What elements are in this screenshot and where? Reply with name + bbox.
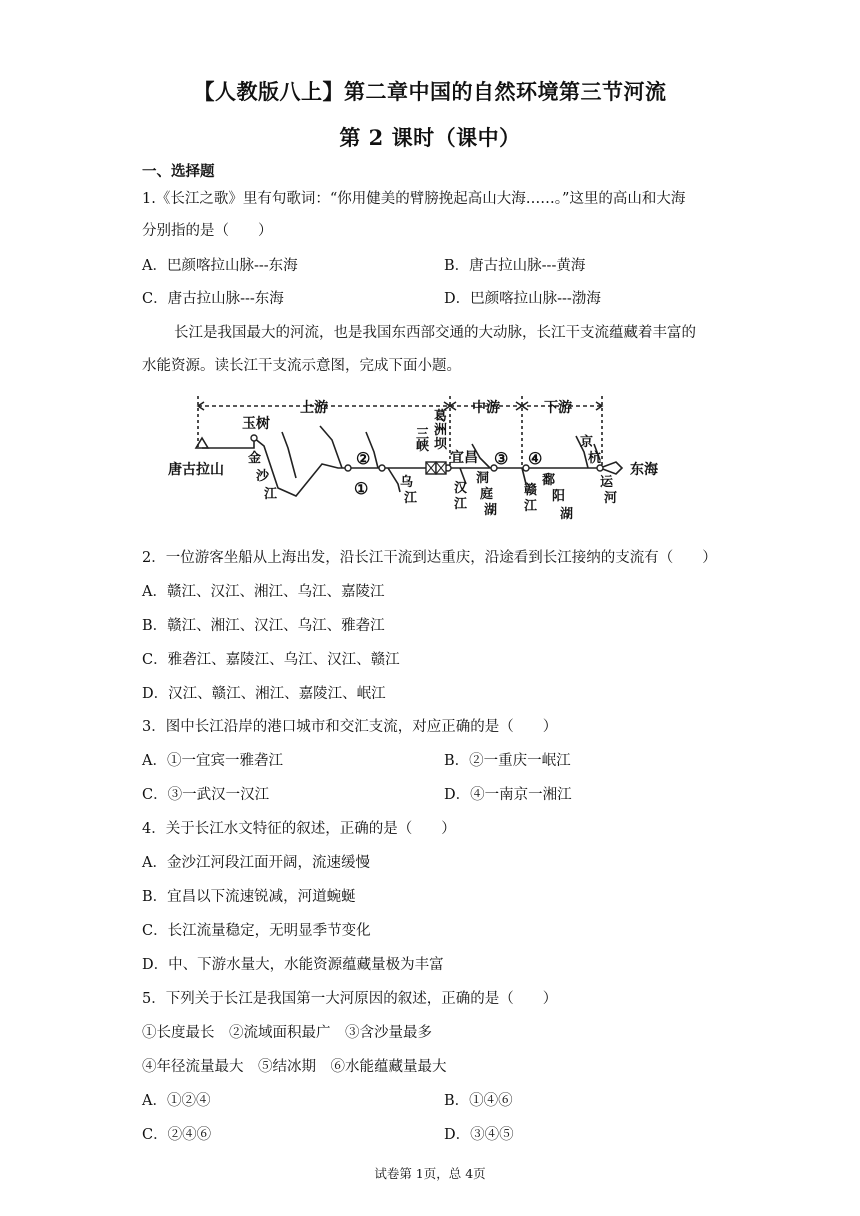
page-footer: 试卷第 1页，总 4页 [374,1166,486,1181]
label-tanggula: 唐古拉山 [168,462,224,478]
q4-stem: 4．关于长江水文特征的叙述，正确的是（ ） [142,821,456,837]
document-title: 【人教版八上】第二章中国的自然环境第三节河流 [193,79,667,104]
q1-stem-line1: 1.《长江之歌》里有句歌词：“你用健美的臂膀挽起高山大海……。”这里的高山和大海 [142,191,686,207]
q4-option-a: A．金沙江河段江面开阔，流速缓慢 [142,855,370,871]
label-gezhouba-1: 葛 [434,409,448,424]
label-jinghang-4: 河 [604,491,618,506]
q5-statements-line1: ①长度最长 ②流域面积最广 ③含沙量最多 [142,1025,432,1041]
q5-option-d: D．③④⑤ [444,1127,514,1143]
label-sanxia-1: 三 [416,427,430,442]
document-subtitle: 第 2 课时（课中） [339,125,521,150]
label-wujiang-1: 乌 [400,475,414,490]
q4-option-b: B．宜昌以下流速锐减，河道蜿蜒 [142,889,356,905]
q2-option-a: A．赣江、汉江、湘江、乌江、嘉陵江 [142,584,385,600]
q3-stem: 3．图中长江沿岸的港口城市和交汇支流，对应正确的是（ ） [142,719,558,735]
passage-line1: 长江是我国最大的河流，也是我国东西部交通的大动脉，长江干支流蕴藏着丰富的 [174,325,696,341]
label-jinsha-2: 沙 [256,469,270,484]
q3-option-b: B．②一重庆一岷江 [444,753,571,769]
q2-option-b: B．赣江、湘江、汉江、乌江、雅砻江 [142,618,385,634]
label-jinghang-1: 京 [580,435,594,450]
label-poyang-2: 阳 [552,489,566,504]
label-dongting-2: 庭 [480,487,494,502]
label-dongting-1: 洞 [476,471,490,486]
label-donghai: 东海 [630,462,658,478]
section-heading: 一、选择题 [142,163,215,180]
q3-option-a: A．①一宜宾一雅砻江 [142,753,283,769]
q4-option-c: C．长江流量稳定，无明显季节变化 [142,923,371,939]
q5-option-a: A．①②④ [142,1093,211,1109]
q1-option-b: B．唐古拉山脉---黄海 [444,258,586,274]
q1-option-c: C．唐古拉山脉---东海 [142,291,284,307]
marker-1: ① [354,479,369,498]
q5-option-c: C．②④⑥ [142,1127,212,1143]
q5-option-b: B．①④⑥ [444,1093,513,1109]
label-poyang-1: 鄱 [542,473,556,488]
label-lower-reach: 下游 [544,400,572,416]
label-jinghang-3: 运 [600,475,614,490]
q1-stem-line2: 分别指的是（ ） [142,223,273,239]
q5-stem: 5．下列关于长江是我国第一大河原因的叙述，正确的是（ ） [142,991,558,1007]
q3-option-c: C．③一武汉一汉江 [142,787,270,803]
q1-option-d: D．巴颜喀拉山脉---渤海 [444,291,601,307]
q2-stem: 2．一位游客坐船从上海出发，沿长江干流到达重庆，沿途看到长江接纳的支流有（ ） [142,550,717,566]
label-ganjiang-1: 赣 [524,483,538,498]
marker-2: ② [356,449,371,468]
label-gezhouba-3: 坝 [434,437,448,452]
label-gezhouba-2: 洲 [434,423,448,438]
label-hanjiang-2: 江 [454,497,468,512]
label-ganjiang-2: 江 [524,499,538,514]
label-jinsha-1: 金 [248,451,262,466]
q4-option-d: D．中、下游水量大，水能资源蕴藏量极为丰富 [142,957,444,973]
label-upper-reach: 上游 [300,400,328,416]
passage-line2: 水能资源。读长江干支流示意图，完成下面小题。 [142,358,461,374]
label-jinsha-3: 江 [264,487,278,502]
label-dongting-3: 湖 [484,503,498,518]
q1-option-a: A．巴颜喀拉山脉---东海 [142,258,298,274]
label-hanjiang-1: 汉 [454,481,468,496]
label-yushu: 玉树 [242,416,270,432]
marker-4: ④ [528,449,543,468]
q5-statements-line2: ④年径流量最大 ⑤结冰期 ⑥水能蕴藏量最大 [142,1059,447,1075]
label-sanxia-2: 峡 [416,439,430,454]
label-jinghang-2: 杭 [588,451,602,466]
q3-option-d: D．④一南京一湘江 [444,787,572,803]
q2-option-d: D．汉江、赣江、湘江、嘉陵江、岷江 [142,686,386,702]
label-poyang-3: 湖 [560,507,574,522]
label-yichang: 宜昌 [450,450,478,466]
label-middle-reach: 中游 [472,400,500,416]
label-wujiang-2: 江 [404,491,418,506]
yangtze-river-map [160,388,680,528]
q2-option-c: C．雅砻江、嘉陵江、乌江、汉江、赣江 [142,652,400,668]
marker-3: ③ [494,449,509,468]
